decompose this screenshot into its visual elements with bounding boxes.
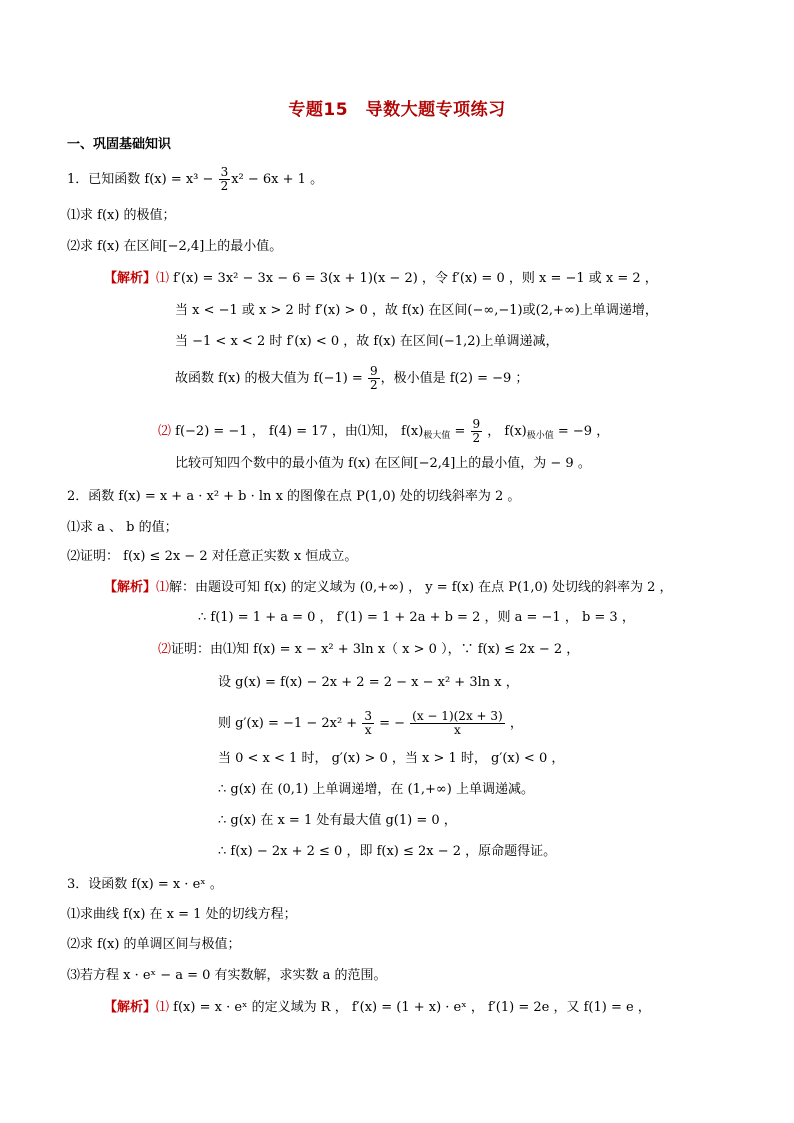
fraction-denominator: 2	[472, 431, 481, 445]
solution-text-end: ，极小值是 f(2) = −9 ；	[380, 371, 529, 386]
problem-1-solution-line-4	[175, 365, 528, 392]
fraction-denominator: x	[364, 723, 372, 737]
subscript-min: 极小值	[526, 431, 554, 441]
problem-1-stem-text: 1．已知函数 f(x) = x³ −	[67, 172, 218, 187]
fraction-numerator: 3	[364, 709, 372, 723]
analysis-tag: 【解析】	[104, 271, 157, 286]
problem-1-solution-line-2: 当 x < −1 或 x > 2 时 f′(x) > 0 ，故 f(x) 在区间(−∞,−1)或(2,+∞)上单调递增，	[175, 303, 658, 318]
fraction-numerator: 3	[220, 165, 229, 179]
fraction-denominator: 2	[369, 378, 378, 392]
solution-text-end: ，	[505, 716, 523, 731]
problem-1-question-1: ⑴求 f(x) 的极值；	[67, 208, 176, 223]
fraction	[410, 710, 505, 737]
problem-1-solution-line-5	[158, 418, 609, 445]
solution-text: f′(x) = 3x² − 3x − 6 = 3(x + 1)(x − 2) ，令 f′(x) = 0 ，则 x = −1 或 x = 2 ，	[169, 271, 658, 286]
fraction-numerator: 9	[472, 417, 481, 431]
solution-text: 解：由题设可知 f(x) 的定义域为 (0,+∞) ， y = f(x) 在点 P(1,0) 处切线的斜率为 2 ，	[169, 580, 673, 595]
problem-1-solution-line-1	[104, 270, 658, 288]
problem-1-stem-text-end: x² − 6x + 1 。	[231, 172, 324, 187]
fraction	[219, 166, 231, 193]
fraction	[362, 710, 374, 737]
fraction	[368, 365, 380, 392]
solution-text: ， f(x)	[483, 424, 527, 439]
part-number: ⑵	[158, 424, 172, 439]
problem-2-question-1: ⑴求 a 、 b 的值；	[67, 520, 178, 535]
problem-3-question-3: ⑶若方程 x · eˣ − a = 0 有实数解，求实数 a 的范围。	[67, 968, 387, 983]
solution-text: f(x) = x · eˣ 的定义域为 R ， f′(x) = (1 + x) · eˣ ， f′(1) = 2e ，又 f(1) = e ，	[169, 1000, 651, 1015]
solution-text: f(−2) = −1 ， f(4) = 17 ，由⑴知， f(x)	[171, 424, 424, 439]
problem-1-solution-line-6: 比较可知四个数中的最小值为 f(x) 在区间[−2,4]上的最小值，为 − 9 。	[175, 456, 591, 471]
problem-1-question-2: ⑵求 f(x) 在区间[−2,4]上的最小值。	[67, 239, 283, 254]
problem-2-solution-line-8: ∴ g(x) 在 x = 1 处有最大值 g(1) = 0 ，	[218, 813, 457, 828]
subscript-max: 极大值	[423, 431, 451, 441]
solution-text: = −	[374, 716, 410, 731]
problem-3-solution-line-1	[104, 999, 651, 1017]
problem-2-solution-line-2: ∴ f(1) = 1 + a = 0 ， f′(1) = 1 + 2a + b = 2 ，则 a = −1 ， b = 3 ，	[198, 610, 635, 625]
problem-2-solution-line-4: 设 g(x) = f(x) − 2x + 2 = 2 − x − x² + 3ln x ，	[218, 675, 519, 690]
solution-text: 证明：由⑴知 f(x) = x − x² + 3ln x（ x > 0 ），∵ f(x) ≤ 2x − 2 ，	[171, 642, 580, 657]
part-number: ⑵	[158, 642, 172, 657]
part-number: ⑴	[156, 1000, 170, 1015]
solution-text: 则 g′(x) = −1 − 2x² +	[218, 716, 362, 731]
problem-2-stem: 2．函数 f(x) = x + a · x² + b · ln x 的图像在点 P(1,0) 处的切线斜率为 2 。	[67, 489, 521, 504]
page-title: 专题15 导数大题专项练习	[288, 100, 506, 120]
problem-1-stem	[67, 166, 323, 193]
fraction-denominator: 2	[220, 179, 229, 193]
fraction-denominator: x	[454, 723, 461, 737]
solution-text-end: = −9 ，	[553, 424, 610, 439]
problem-2-question-2: ⑵证明： f(x) ≤ 2x − 2 对任意正实数 x 恒成立。	[67, 549, 358, 564]
part-number: ⑴	[156, 271, 170, 286]
part-number: ⑴	[156, 580, 170, 595]
analysis-tag: 【解析】	[104, 1000, 157, 1015]
solution-text: 故函数 f(x) 的极大值为 f(−1) =	[175, 371, 367, 386]
problem-2-solution-line-7: ∴ g(x) 在 (0,1) 上单调递增，在 (1,+∞) 上单调递减。	[218, 782, 534, 797]
problem-3-question-2: ⑵求 f(x) 的单调区间与极值；	[67, 937, 241, 952]
section-heading: 一、巩固基础知识	[67, 137, 172, 152]
problem-2-solution-line-6: 当 0 < x < 1 时， g′(x) > 0 ，当 x > 1 时， g′(x) < 0 ，	[218, 751, 565, 766]
problem-3-stem: 3．设函数 f(x) = x · eˣ 。	[67, 877, 223, 892]
solution-text: =	[450, 424, 470, 439]
fraction-numerator: 9	[369, 364, 378, 378]
problem-2-solution-line-5	[218, 710, 523, 737]
problem-2-solution-line-9: ∴ f(x) − 2x + 2 ≤ 0 ，即 f(x) ≤ 2x − 2 ，原命题得证。	[218, 844, 557, 859]
problem-1-solution-line-3: 当 −1 < x < 2 时 f′(x) < 0 ，故 f(x) 在区间(−1,2)上单调递减，	[175, 334, 559, 349]
fraction-numerator: (x − 1)(2x + 3)	[412, 709, 503, 723]
problem-2-solution-line-3	[158, 641, 579, 659]
problem-3-question-1: ⑴求曲线 f(x) 在 x = 1 处的切线方程；	[67, 907, 297, 922]
analysis-tag: 【解析】	[104, 580, 157, 595]
fraction	[471, 418, 483, 445]
problem-2-solution-line-1	[104, 579, 673, 597]
